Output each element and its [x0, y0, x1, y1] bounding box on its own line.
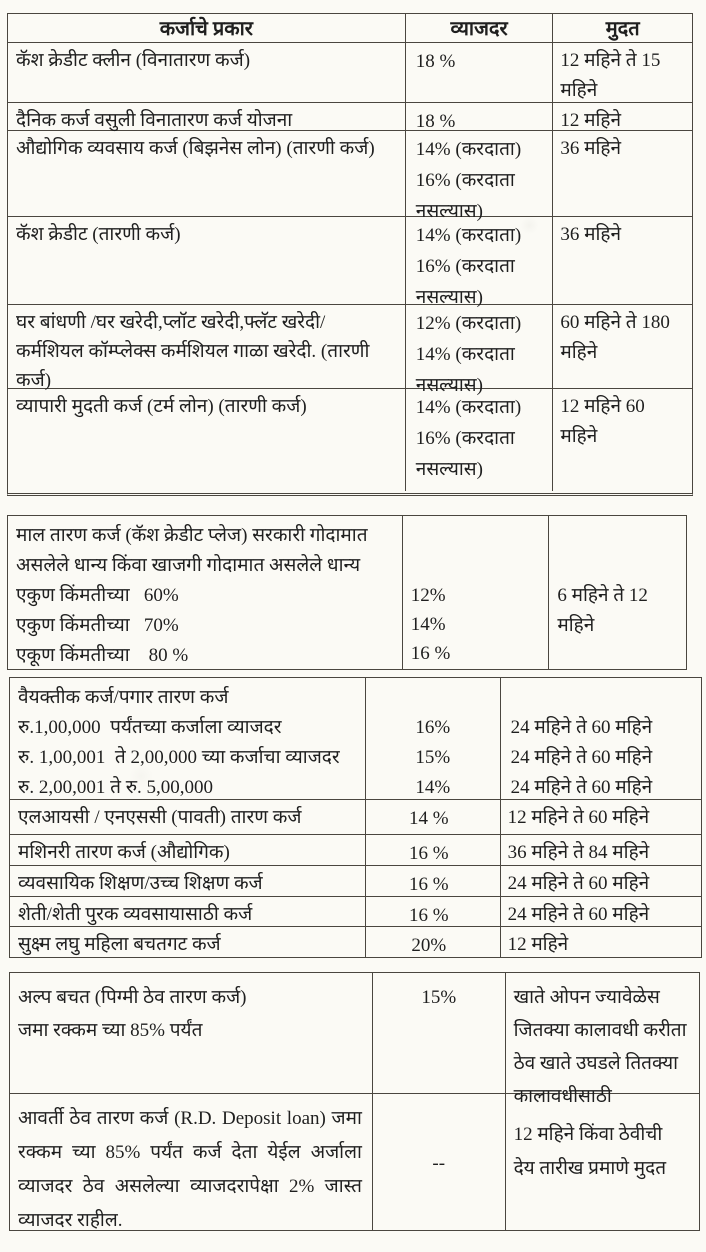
rate-cell: [405, 217, 553, 308]
table-row: [10, 865, 701, 896]
loan-type-cell: एलआयसी / एनएससी (पावती) तारण कर्ज: [18, 807, 302, 828]
loan-type-line: एकुण किंमतीच्या 60%: [16, 585, 179, 606]
loan-type-cell: दैनिक कर्ज वसुली विनातारण कर्ज योजना: [16, 110, 293, 131]
header-loan-types: कर्जाचे प्रकार: [159, 18, 253, 40]
loan-type-line: वैयक्तीक कर्ज/पगार तारण कर्ज: [18, 687, 229, 708]
table-row: [8, 516, 686, 669]
table-row: [10, 1093, 699, 1230]
rate-line: 12% (करदाता): [415, 313, 522, 334]
loan-type-line: रक्कम च्या 85% पर्यंत कर्ज देता येईल अर्जाला: [18, 1142, 362, 1163]
duration-line: ठेव खाते उघडले तितक्या: [513, 1053, 679, 1074]
rate-cell: [405, 305, 553, 396]
rate-cell: 18 %: [405, 43, 553, 102]
loan-type-cell: मशिनरी तारण कर्ज (औद्योगिक): [18, 842, 230, 863]
rate-line: नसल्यास): [415, 459, 483, 480]
rate-line: 14% (करदाता): [415, 225, 522, 246]
table-row: [8, 102, 692, 130]
rate-line: नसल्यास): [415, 375, 483, 396]
duration-line: देय तारीख प्रमाणे मुदत: [513, 1158, 667, 1179]
duration-line: कालावधीसाठी: [513, 1086, 612, 1107]
rate-cell: 20%: [365, 927, 500, 958]
loan-type-line: रु. 2,00,001 ते रु. 5,00,000: [18, 777, 214, 798]
loan-type-cell: [8, 516, 402, 669]
table-row: [8, 130, 692, 222]
duration-cell: 36 महिने ते 84 महिने: [500, 835, 701, 865]
rate-line: 16% (करदाता: [415, 428, 515, 449]
duration-line: 24 महिने ते 60 महिने: [510, 777, 653, 798]
loan-type-line: माल तारण कर्ज (कॅश क्रेडीट प्लेज) सरकारी गोदामात: [16, 525, 368, 546]
loan-type-line: असलेले धान्य किंवा खाजगी गोदामात असलेले धान्य: [16, 555, 361, 576]
duration-cell: [505, 1094, 699, 1230]
table-row: [10, 834, 701, 865]
duration-line: 12 महिने किंवा ठेवीची: [513, 1124, 663, 1145]
rate-cell: 16 %: [365, 897, 500, 926]
rate-line: 14% (करदाता): [415, 139, 522, 160]
table-header-row: [8, 14, 692, 42]
table-row: [10, 926, 701, 958]
duration-cell: 12 महिने ते 60 महिने: [500, 800, 701, 834]
loan-type-line: एकूण किंमतीच्या 80 %: [16, 645, 189, 666]
rate-line: 12%: [410, 585, 446, 606]
duration-cell: 12 महिने: [552, 103, 692, 130]
rate-line: 16 %: [410, 643, 451, 664]
duration-cell: 36 महिने: [552, 131, 692, 216]
rate-cell: 18 %: [405, 103, 553, 130]
rate-line: 14% (करदाता: [415, 344, 515, 365]
header-interest-rate: व्याजदर: [405, 14, 553, 42]
table-row: [8, 388, 692, 491]
loan-type-cell: औद्योगिक व्यवसाय कर्ज (बिझनेस लोन) (तारणी कर्ज): [16, 138, 375, 159]
rate-line: नसल्यास): [415, 287, 483, 308]
table-row: [8, 216, 692, 308]
table-row: [8, 42, 692, 102]
loan-type-cell: सुक्ष्म लघु महिला बचतगट कर्ज: [18, 934, 221, 955]
rate-line: 14%: [415, 777, 451, 798]
duration-cell: [500, 678, 701, 799]
loan-type-line: घर बांधणी /घर खरेदी,प्लॉट खरेदी,फ्लॅट खरेदी/: [16, 312, 326, 333]
table-row-group: [10, 678, 701, 799]
rate-cell: 16 %: [365, 866, 500, 896]
duration-line: खाते ओपन ज्यावेळेस: [513, 987, 660, 1008]
loan-type-line: जमा रक्कम च्या 85% पर्यंत: [18, 1020, 203, 1041]
duration-cell: [505, 973, 699, 1107]
rate-cell: 16 %: [365, 835, 500, 865]
duration-cell: 36 महिने: [552, 217, 692, 304]
rate-cell: 15%: [372, 973, 505, 1093]
loan-type-line: व्याजदर ठेव असलेल्या व्याजदरापेक्षा 2% जास्त: [18, 1176, 362, 1197]
duration-cell: 12 महिने 60 महिने: [552, 389, 692, 491]
header-duration: मुदत: [552, 14, 692, 42]
rate-cell: --: [372, 1094, 505, 1230]
loan-type-line: रु.1,00,000 पर्यंतच्या कर्जाला व्याजदर: [18, 717, 282, 738]
duration-line: जितक्या कालावधी करीता: [513, 1020, 687, 1041]
loan-table-goods-pledge: [7, 515, 687, 670]
rate-line: 16%: [415, 717, 451, 738]
loan-type-cell: व्यवसायिक शिक्षण/उच्च शिक्षण कर्ज: [18, 873, 263, 894]
duration-line: 24 महिने ते 60 महिने: [510, 717, 653, 738]
duration-cell: 24 महिने ते 60 महिने: [500, 897, 701, 926]
duration-cell: 60 महिने ते 180 महिने: [552, 305, 692, 388]
duration-cell: 12 महिने ते 15 महिने: [552, 43, 692, 102]
loan-table-personal: [9, 677, 702, 958]
loan-type-line: एकुण किंमतीच्या 70%: [16, 615, 179, 636]
loan-type-line: आवर्ती ठेव तारण कर्ज (R.D. Deposit loan) जमा: [18, 1108, 362, 1129]
rate-cell: [405, 131, 553, 222]
table-row: [10, 896, 701, 926]
loan-type-line: रु. 1,00,001 ते 2,00,000 च्या कर्जाचा व्याजदर: [18, 747, 340, 768]
loan-type-cell: [10, 678, 365, 799]
loan-table-deposits: [9, 972, 700, 1231]
loan-table-main: [7, 13, 693, 496]
table-row: [10, 799, 701, 834]
rate-line: 15%: [415, 747, 451, 768]
loan-type-line: अल्प बचत (पिग्मी ठेव तारण कर्ज): [18, 987, 247, 1008]
duration-cell: 24 महिने ते 60 महिने: [500, 866, 701, 896]
rate-line: 16% (करदाता: [415, 256, 515, 277]
loan-type-cell: [10, 1094, 372, 1230]
rate-cell: [405, 389, 553, 491]
rate-line: नसल्यास): [415, 201, 483, 222]
rate-cell: 14 %: [365, 800, 500, 834]
loan-type-cell: कॅश क्रेडीट क्लीन (विनातारण कर्ज): [16, 50, 251, 71]
loan-type-cell: कॅश क्रेडीट (तारणी कर्ज): [16, 224, 181, 245]
rate-line: 16% (करदाता: [415, 170, 515, 191]
loan-type-cell: व्यापारी मुदती कर्ज (टर्म लोन) (तारणी कर्ज): [16, 396, 307, 417]
loan-type-cell: शेती/शेती पुरक व्यवसायासाठी कर्ज: [18, 904, 253, 925]
loan-type-line: व्याजदर राहील.: [18, 1210, 123, 1231]
rate-line: 14% (करदाता): [415, 397, 522, 418]
loan-type-line: कर्मशियल कॉम्प्लेक्स कर्मशियल गाळा खरेदी. (तारणी: [16, 341, 370, 362]
rate-line: 14%: [410, 614, 446, 635]
loan-type-line: कर्ज): [16, 370, 52, 391]
rate-cell: [402, 516, 549, 669]
duration-cell: 6 महिने ते 12 महिने: [548, 516, 686, 669]
duration-cell: 12 महिने: [500, 927, 701, 958]
table-row: [10, 973, 699, 1107]
rate-cell: [365, 678, 500, 799]
loan-type-cell: [10, 973, 372, 1093]
duration-line: 24 महिने ते 60 महिने: [510, 747, 653, 768]
table-row: [8, 304, 692, 396]
loan-type-cell: [8, 305, 405, 391]
